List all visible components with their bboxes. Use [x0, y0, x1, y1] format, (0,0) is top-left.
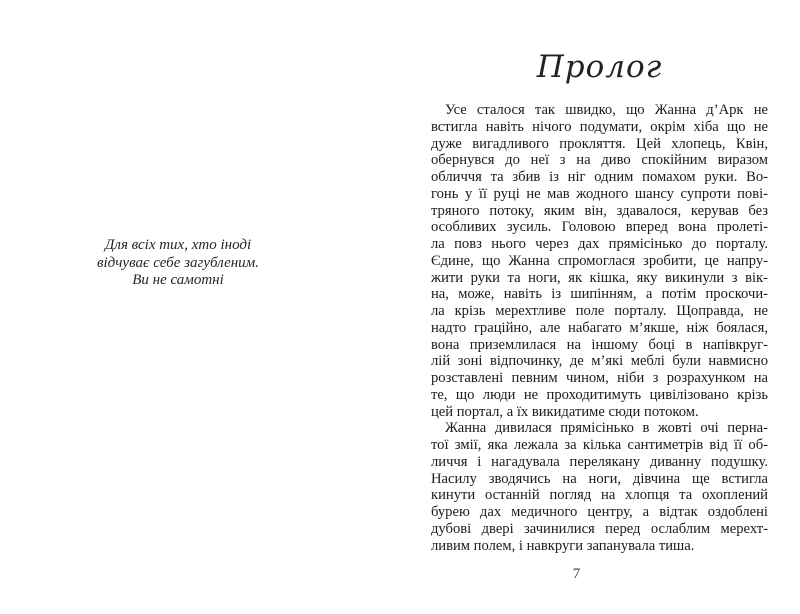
text-line: розставлені певним чином, ніби з розрахунком на [431, 370, 768, 386]
text-line: Насилу зводячись на ноги, дівчина ще встигла [431, 470, 768, 487]
paragraph [431, 102, 768, 420]
text-line: відчуває себе загубленим. [96, 254, 260, 271]
text-line: Єдине, що Жанна спромоглася зробити, це напру- [431, 252, 768, 269]
text-line: кинути останній погляд на хлопця та охоплений [431, 487, 768, 504]
right-page [400, 0, 800, 614]
text-line: вона приземлилася на іншому боці в напівкруг- [431, 336, 768, 353]
text-line: те, що люди не проходитимуть цивілізовано крізь [431, 386, 768, 403]
text-line: обличчя та збив із ніг одним помахом руки. Во- [431, 169, 768, 185]
text-line: личчя і нагадувала перелякану диванну подушку. [431, 453, 768, 470]
text-line: Усе сталося так швидко, що Жанна д’Арк не [445, 102, 768, 118]
text-line: встигла навіть нічого подумати, окрім хіба що не [431, 118, 768, 135]
text-line: ливим полем, і навкруги запанувала тиша. [431, 537, 695, 554]
text-line: бурею дах медичного центру, а відтак оздоблені [431, 504, 768, 520]
text-line: обернувся до неї з на диво спокійним виразом [431, 152, 768, 169]
text-line: жити руки та ноги, як кішка, яку викинули з вік- [431, 269, 768, 286]
text-line: цей портал, а їх викидатиме сюди потоком. [431, 403, 699, 420]
dedication [48, 237, 308, 290]
text-line: лій зоні відпочинку, де м’які меблі були навмисно [431, 353, 768, 370]
text-line: тої змії, яка лежала за кілька сантиметрів від її об- [431, 437, 768, 453]
text-line: Ви не самотні [132, 272, 224, 288]
page-number: 7 [572, 566, 581, 582]
text-line: дуже вигадливого прокляття. Цей хлопець, Квін, [431, 135, 768, 152]
chapter-body [431, 102, 768, 554]
text-line: тряного потоку, яким він, здавалося, керував без [431, 202, 768, 219]
text-line: ла повз нього через дах прямісінько до порталу. [431, 236, 768, 252]
paragraph [431, 420, 768, 554]
text-line: гонь у її руці не мав жодного шансу супроти пові- [431, 185, 768, 202]
text-line: Для всіх тих, хто іноді [104, 237, 252, 253]
text-line: Жанна дивилася прямісінько в жовті очі перна- [445, 420, 768, 437]
text-line: на, може, навіть із шипінням, а потім проскочи- [431, 286, 768, 303]
text-line: ла крізь мерехтливе поле порталу. Щоправда, не [431, 303, 768, 319]
text-line: надто граційно, але набагато м’якше, ніж боялася, [431, 319, 768, 336]
chapter-title: Пролог [536, 49, 663, 85]
text-line: дубові двері зачинилися перед ослаблим мерехт- [431, 520, 768, 537]
text-line: особливих зусиль. Головою вперед вона пролеті- [431, 219, 768, 236]
